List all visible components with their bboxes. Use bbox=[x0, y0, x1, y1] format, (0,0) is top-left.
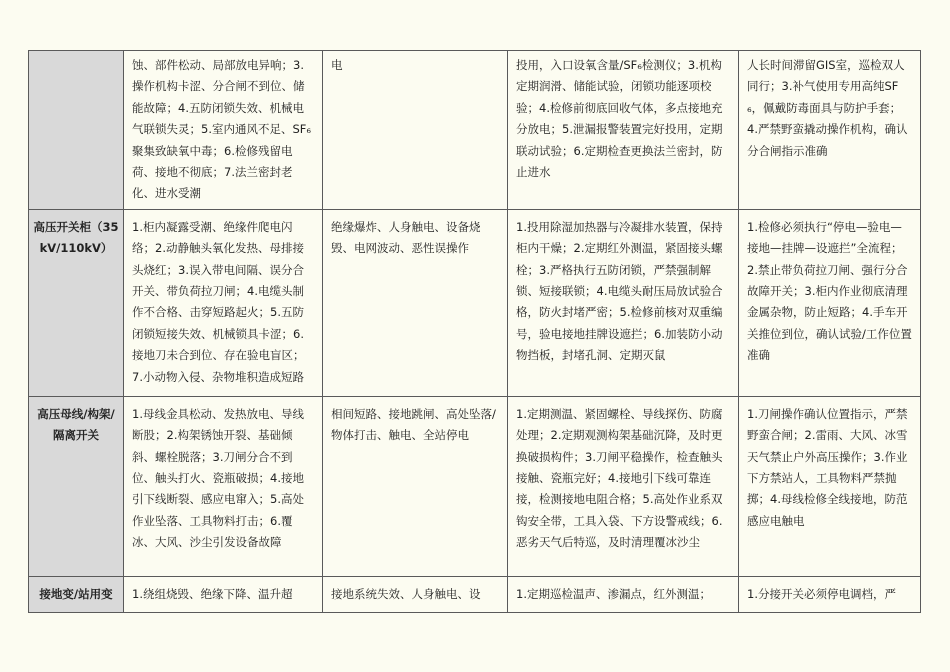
technical-measures-cell: 投用，入口设氧含量/SF₆检测仪；3.机构定期润滑、储能试验，闭锁功能逐项校验；4.检修前彻底回收气体，多点接地充分放电；5.泄漏报警装置完好投用，定期联动试验；6.定期检查更换法兰密封，防止进水 bbox=[508, 51, 739, 210]
technical-measures-cell: 1.投用除湿加热器与冷凝排水装置，保持柜内干燥；2.定期红外测温，紧固接头螺栓；3.严格执行五防闭锁，严禁强制解锁、短接联锁；4.电缆头耐压局放试验合格，防火封堵严密；5.检修前核对双重编号，验电接地挂牌设遮拦；6.加装防小动物挡板，封堵孔洞、定期灭鼠 bbox=[508, 209, 739, 396]
equipment-cell: 高压开关柜（35kV/110kV） bbox=[29, 209, 124, 396]
risk-causes-cell: 1.绕组烧毁、绝缘下降、温升超 bbox=[124, 576, 323, 612]
table-row bbox=[29, 576, 921, 612]
equipment-cell: 高压母线/构架/隔离开关 bbox=[29, 396, 124, 576]
management-measures-cell: 1.分接开关必须停电调档，严 bbox=[739, 576, 921, 612]
management-measures-cell: 1.刀闸操作确认位置指示，严禁野蛮合闸；2.雷雨、大风、冰雪天气禁止户外高压操作；3.作业下方禁站人，工具物料严禁抛掷；4.母线检修全线接地，防范感应电触电 bbox=[739, 396, 921, 576]
risk-control-table bbox=[28, 50, 921, 613]
table-row bbox=[29, 396, 921, 576]
equipment-cell: 接地变/站用变 bbox=[29, 576, 124, 612]
accident-types-cell: 电 bbox=[323, 51, 508, 210]
management-measures-cell: 人长时间滞留GIS室，巡检双人同行；3.补气使用专用高纯SF₆，佩戴防毒面具与防护手套；4.严禁野蛮撬动操作机构，确认分合闸指示准确 bbox=[739, 51, 921, 210]
table-row bbox=[29, 209, 921, 396]
technical-measures-cell: 1.定期巡检温声、渗漏点，红外测温； bbox=[508, 576, 739, 612]
risk-causes-cell: 1.柜内凝露受潮、绝缘件爬电闪络；2.动静触头氧化发热、母排接头烧红；3.误入带电间隔、误分合开关、带负荷拉刀闸；4.电缆头制作不合格、击穿短路起火；5.五防闭锁短接失效、机械锁具卡涩；6.接地刀未合到位、存在验电盲区；7.小动物入侵、杂物堆积造成短路 bbox=[124, 209, 323, 396]
equipment-cell bbox=[29, 51, 124, 210]
risk-causes-cell: 蚀、部件松动、局部放电异响；3.操作机构卡涩、分合闸不到位、储能故障；4.五防闭锁失效、机械电气联锁失灵；5.室内通风不足、SF₆聚集致缺氧中毒；6.检修残留电荷、接地不彻底；7.法兰密封老化、进水受潮 bbox=[124, 51, 323, 210]
accident-types-cell: 相间短路、接地跳闸、高处坠落/物体打击、触电、全站停电 bbox=[323, 396, 508, 576]
technical-measures-cell: 1.定期测温、紧固螺栓、导线探伤、防腐处理；2.定期观测构架基础沉降，及时更换破损构件；3.刀闸平稳操作，检查触头接触、瓷瓶完好；4.接地引下线可靠连接，检测接地电阻合格；5.高处作业系双钩安全带，工具入袋、下方设警戒线；6.恶劣天气后特巡，及时清理覆冰沙尘 bbox=[508, 396, 739, 576]
accident-types-cell: 绝缘爆炸、人身触电、设备烧毁、电网波动、恶性误操作 bbox=[323, 209, 508, 396]
table-row bbox=[29, 51, 921, 210]
management-measures-cell: 1.检修必须执行“停电—验电—接地—挂牌—设遮拦”全流程；2.禁止带负荷拉刀闸、强行分合故障开关；3.柜内作业彻底清理金属杂物，防止短路；4.手车开关推位到位，确认试验/工作位置准确 bbox=[739, 209, 921, 396]
risk-causes-cell: 1.母线金具松动、发热放电、导线断股；2.构架锈蚀开裂、基础倾斜、螺栓脱落；3.刀闸分合不到位、触头打火、瓷瓶破损；4.接地引下线断裂、感应电窜入；5.高处作业坠落、工具物料打击；6.覆冰、大风、沙尘引发设备故障 bbox=[124, 396, 323, 576]
accident-types-cell: 接地系统失效、人身触电、设 bbox=[323, 576, 508, 612]
